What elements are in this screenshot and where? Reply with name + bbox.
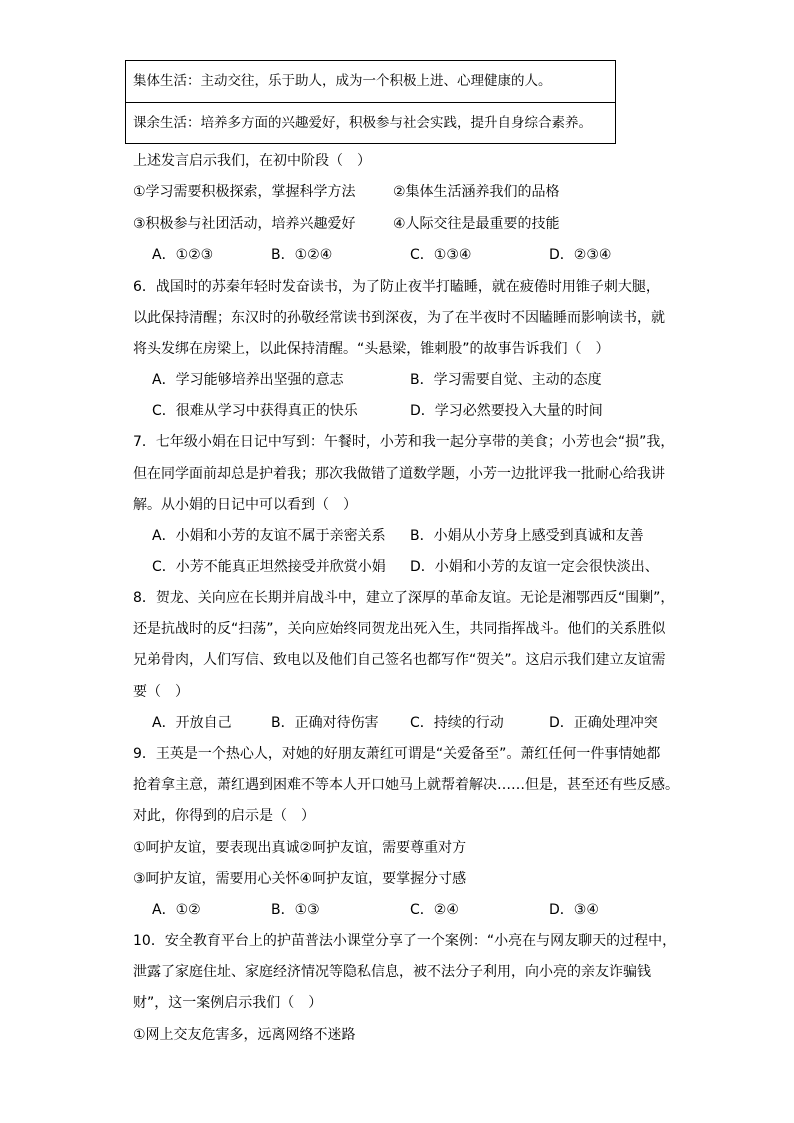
q10-statement-1: ①网上交友危害多，远离网络不迷路 bbox=[133, 1027, 356, 1043]
q7-option-d[interactable]: D．小娟和小芳的友谊一定会很快淡出、 bbox=[410, 559, 659, 575]
q6-option-b[interactable]: B．学习需要自觉、主动的态度 bbox=[410, 372, 602, 388]
q8-line-4: 要（ ） bbox=[133, 684, 189, 700]
q5-statement-1: ①学习需要积极探索，掌握科学方法 bbox=[133, 184, 356, 200]
q5-stem: 上述发言启示我们，在初中阶段（ ） bbox=[133, 153, 371, 169]
q8-option-a[interactable]: A．开放自己 bbox=[152, 715, 232, 731]
q5-option-a[interactable]: A．①②③ bbox=[152, 247, 214, 263]
q6-option-c[interactable]: C．很难从学习中获得真正的快乐 bbox=[152, 403, 358, 419]
q9-line-2: 抢着拿主意，萧红遇到困难不等本人开口她马上就帮着解决……但是，甚至还有些反感。 bbox=[133, 777, 679, 793]
q8-option-c[interactable]: C．持续的行动 bbox=[410, 715, 504, 731]
q5-statement-3: ③积极参与社团活动，培养兴趣爱好 bbox=[133, 216, 356, 232]
q5-option-d[interactable]: D．②③④ bbox=[549, 247, 612, 263]
q10-line-2: 泄露了家庭住址、家庭经济情况等隐私信息，被不法分子利用，向小亮的亲友诈骗钱 bbox=[133, 964, 651, 980]
q6-line-3: 将头发绑在房梁上，以此保持清醒。“头悬梁，锥刺股”的故事告诉我们（ ） bbox=[133, 341, 610, 357]
q7-line-1: 7．七年级小娟在日记中写到：午餐时，小芳和我一起分享带的美食；小芳也会“损”我， bbox=[133, 434, 675, 450]
q9-option-a[interactable]: A．①② bbox=[152, 902, 201, 918]
q9-option-d[interactable]: D．③④ bbox=[549, 902, 599, 918]
q9-statements-1: ①呵护友谊，要表现出真诚②呵护友谊，需要尊重对方 bbox=[133, 840, 467, 856]
info-table bbox=[125, 60, 616, 144]
q6-line-2: 以此保持清醒；东汉时的孙敬经常读书到深夜，为了在半夜时不因瞌睡而影响读书，就 bbox=[133, 310, 665, 326]
q9-option-c[interactable]: C．②④ bbox=[410, 902, 459, 918]
q5-statement-2: ②集体生活涵养我们的品格 bbox=[393, 184, 560, 200]
q9-line-1: 9．王英是一个热心人，对她的好朋友萧红可谓是“关爱备至”。萧红任何一件事情她都 bbox=[133, 746, 661, 762]
table-row: 集体生活：主动交往，乐于助人，成为一个积极上进、心理健康的人。 bbox=[133, 73, 552, 89]
q5-option-c[interactable]: C．①③④ bbox=[410, 247, 472, 263]
q7-line-3: 解。从小娟的日记中可以看到（ ） bbox=[133, 497, 357, 513]
q8-line-2: 还是抗战时的反“扫荡”，关向应始终同贺龙出死入生，共同指挥战斗。他们的关系胜似 bbox=[133, 621, 666, 637]
q10-line-1: 10．安全教育平台上的护苗普法小课堂分享了一个案例：“小亮在与网友聊天的过程中， bbox=[133, 933, 677, 949]
q7-line-2: 但在同学面前却总是护着我；那次我做错了道数学题，小芳一边批评我一批耐心给我讲 bbox=[133, 466, 665, 482]
q7-option-b[interactable]: B．小娟从小芳身上感受到真诚和友善 bbox=[410, 528, 644, 544]
q9-line-3: 对此，你得到的启示是（ ） bbox=[133, 808, 315, 824]
q8-option-b[interactable]: B．正确对待伤害 bbox=[271, 715, 379, 731]
q9-statements-2: ③呵护友谊，需要用心关怀④呵护友谊，要掌握分寸感 bbox=[133, 871, 467, 887]
table-row: 课余生活：培养多方面的兴趣爱好，积极参与社会实践，提升自身综合素养。 bbox=[126, 102, 615, 144]
q6-option-d[interactable]: D．学习必然要投入大量的时间 bbox=[410, 403, 603, 419]
q6-line-1: 6．战国时的苏秦年轻时发奋读书，为了防止夜半打瞌睡，就在疲倦时用锥子刺大腿， bbox=[133, 279, 660, 295]
q9-option-b[interactable]: B．①③ bbox=[271, 902, 320, 918]
q8-option-d[interactable]: D．正确处理冲突 bbox=[549, 715, 658, 731]
q10-line-3: 财”，这一案例启示我们（ ） bbox=[133, 995, 323, 1011]
q7-option-c[interactable]: C．小芳不能真正坦然接受并欣赏小娟 bbox=[152, 559, 386, 575]
q8-line-3: 兄弟骨肉，人们写信、致电以及他们自己签名也都写作“贺关”。这启示我们建立友谊需 bbox=[133, 652, 666, 668]
q7-option-a[interactable]: A．小娟和小芳的友谊不属于亲密关系 bbox=[152, 528, 386, 544]
q5-statement-4: ④人际交往是最重要的技能 bbox=[393, 216, 560, 232]
q6-option-a[interactable]: A．学习能够培养出坚强的意志 bbox=[152, 372, 344, 388]
q5-option-b[interactable]: B．①②④ bbox=[271, 247, 333, 263]
q8-line-1: 8．贺龙、关向应在长期并肩战斗中，建立了深厚的革命友谊。无论是湘鄂西反“围剿”， bbox=[133, 590, 675, 606]
